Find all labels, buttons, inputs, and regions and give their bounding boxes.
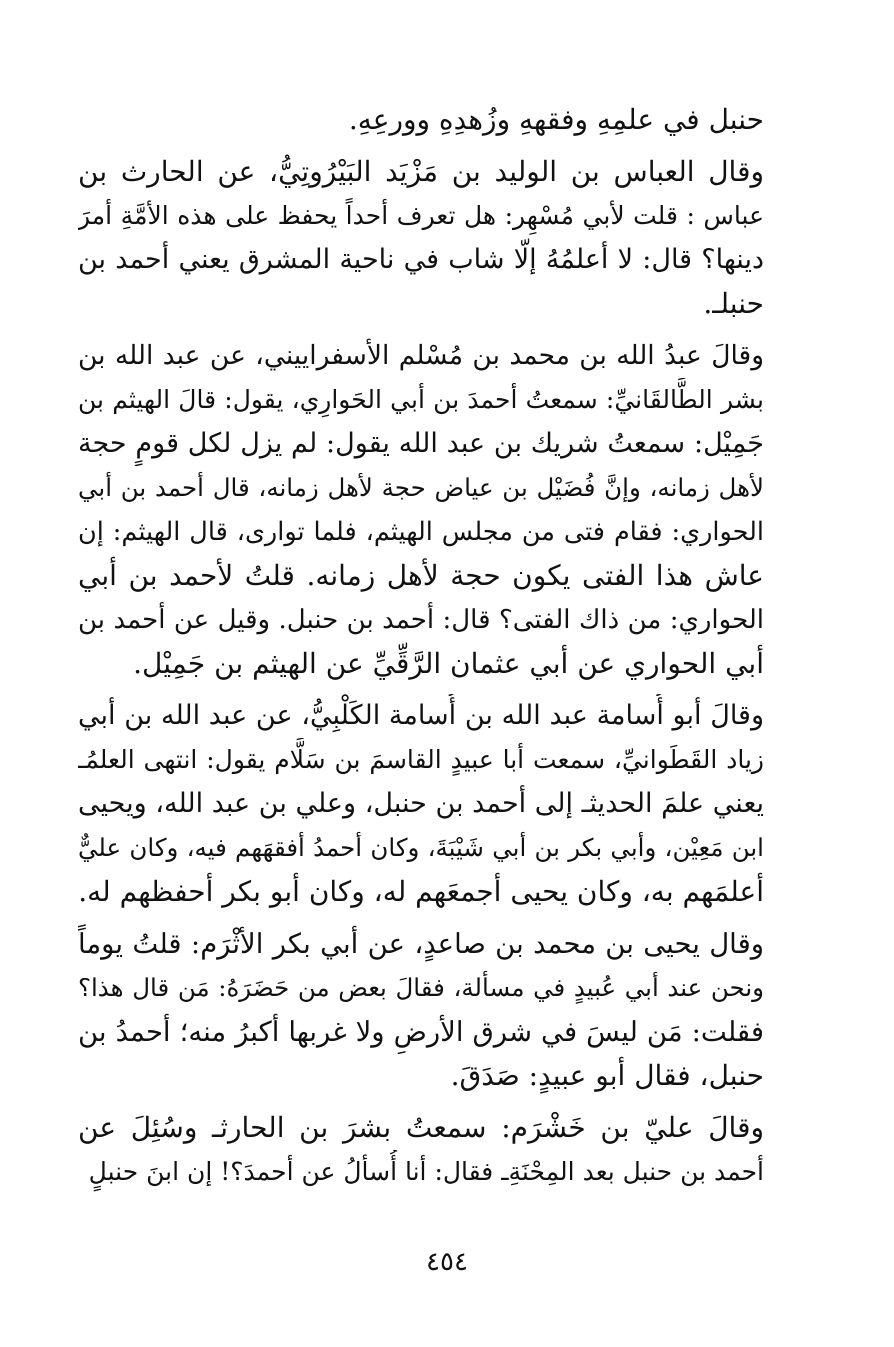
text-line: يعني علمَ الحديثـ إلى أحمد بن حنبل، وعلي بن عبد الله، ويحيى	[78, 788, 764, 819]
text-line: الحواري: من ذاك الفتى؟ قال: أحمد بن حنبل. وقيل عن أحمد بن	[78, 605, 764, 635]
text-line: جَمِيْل: سمعتُ شريك بن عبد الله يقول: لم يزل لكل قومٍ حجة	[78, 428, 764, 459]
text-line: حنبل، فقال أبو عبيدٍ: صَدَقَ.	[450, 1059, 764, 1092]
text-line: حنبل في علمِهِ وفقههِ وزُهدِهِ وورعِهِ.	[348, 103, 764, 136]
paragraph	[78, 694, 764, 914]
text-line: وقالَ أبو أُسامة عبد الله بن أُسامة الكَلْبِيُّ، عن عبد الله بن أبي	[78, 700, 764, 731]
text-line: حنبلـ.	[703, 287, 764, 320]
text-line: عباس : قلت لأبي مُسْهِر: هل تعرف أحداً يحفظ على هذه الأمَّةِ أمرَ	[78, 201, 764, 230]
text-line: ونحن عند أبي عُبيدٍ في مسألة، فقالَ بعض من حَضَرَهُ: مَن قال هذا؟	[78, 973, 764, 1002]
text-line: وقال العباس بن الوليد بن مَزْيَد البَيْرُوتِيُّ، عن الحارث بن	[78, 155, 764, 188]
text-line: وقال يحيى بن محمد بن صاعدٍ، عن أبي بكر الأثْرَم: قلتُ يوماً	[78, 928, 764, 960]
paragraph	[78, 922, 764, 1098]
text-line: عاش هذا الفتى يكون حجة لأهل زمانه. قلتُ لأحمد بن أبي	[78, 559, 764, 592]
text-line: بشر الطَّالقَانيِّ: سمعتُ أحمدَ بن أبي الحَوارِي، يقول: قالَ الهيثم بن	[78, 385, 764, 414]
text-line: لأهل زمانه، وإنَّ فُضَيْل بن عياض حجة لأهل زمانه، قال أحمد بن أبي	[78, 473, 764, 502]
paragraph	[78, 150, 764, 326]
text-line: دينها؟ قال: لا أعلمُهُ إلَّا شاب في ناحية المشرق يعني أحمد بن	[78, 244, 764, 275]
text-line: أحمد بن حنبل بعد المِحْنَةِـ فقال: أنا أُسألُ عن أحمدَ؟! إن ابنَ حنبلٍ	[88, 1157, 764, 1186]
paragraph	[78, 98, 764, 142]
body-text	[78, 98, 764, 1202]
page-number: ٤٥٤	[426, 1247, 468, 1277]
text-line: أعلمَهم به، وكان يحيى أجمعَهم له، وكان أبو بكر أحفظهم له.	[78, 875, 764, 908]
text-line: فقلت: مَن ليسَ في شرق الأرضِ ولا غربها أكبرُ منه؛ أحمدُ بن	[78, 1016, 764, 1048]
text-line: الحواري: فقام فتى من مجلس الهيثم، فلما توارى، قال الهيثم: إن	[78, 517, 764, 547]
text-line: وقالَ عليّ بن خَشْرَم: سمعتُ بشرَ بن الحارثـ وسُئِلَ عن	[78, 1111, 764, 1144]
paragraph	[78, 334, 764, 686]
paragraph	[78, 1106, 764, 1194]
text-line: وقالَ عبدُ الله بن محمد بن مُسْلم الأسفراييني، عن عبد الله بن	[78, 340, 764, 371]
text-line: زياد القَطَوانيِّ، سمعت أبا عبيدٍ القاسمَ بن سَلَّام يقول: انتهى العلمُـ	[78, 745, 764, 774]
text-line: ابن مَعِيْن، وأبي بكر بن أبي شَيْبَةَ، وكان أحمدُ أفقهَهم فيه، وكان عليٌّ	[78, 833, 764, 862]
text-line: أبي الحواري عن أبي عثمان الرَّقِّيِّ عن الهيثم بن جَمِيْل.	[133, 647, 764, 680]
